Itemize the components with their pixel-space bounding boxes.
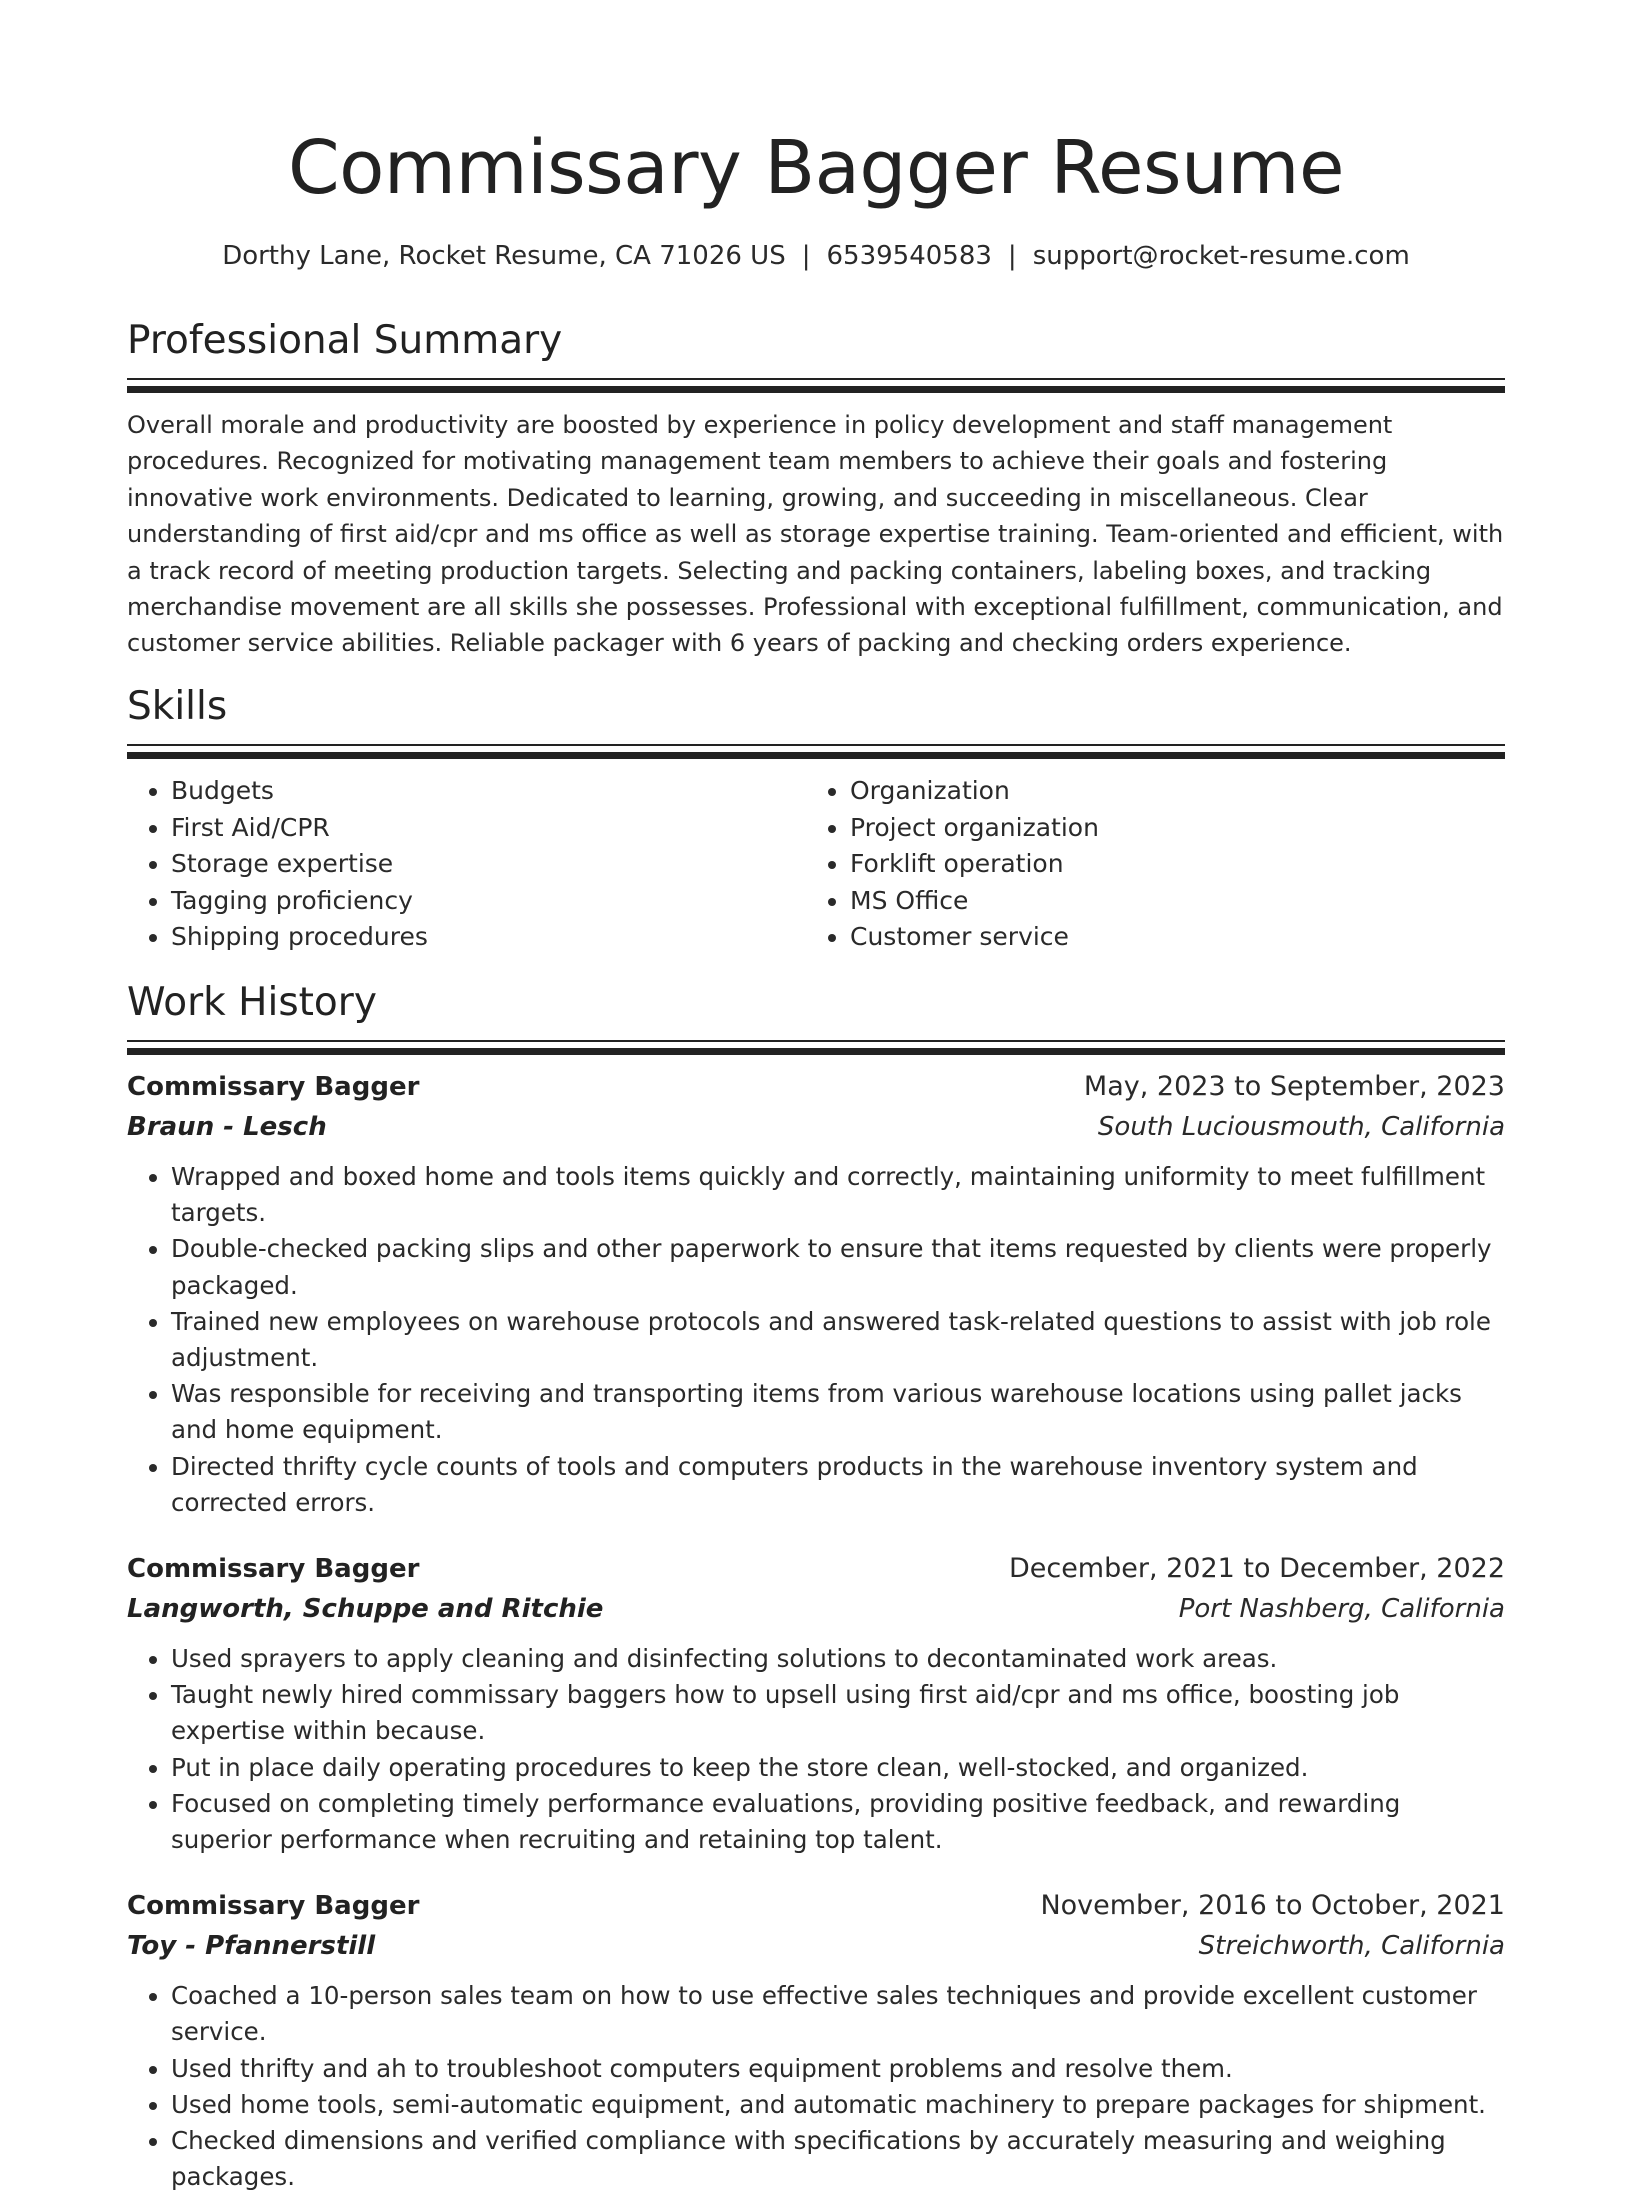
skill-item: • MS Office [850, 883, 1485, 920]
section-divider [127, 744, 1505, 746]
job-bullet-list [127, 1159, 1505, 1521]
skill-item: • Budgets [171, 773, 806, 810]
contact-phone: 6539540583 [826, 241, 992, 271]
job-entry [127, 1886, 1505, 2195]
work-history-section [127, 978, 1505, 2195]
job-title: Commissary Bagger [127, 1891, 420, 1922]
work-history-heading: Work History [127, 980, 377, 1025]
skill-item: • Customer service [850, 919, 1485, 956]
job-bullet: • Used sprayers to apply cleaning and disinfecting solutions to decontaminated work areas. [171, 1641, 1505, 1677]
job-bullet-list [127, 1641, 1505, 1858]
job-bullet: • Put in place daily operating procedures to keep the store clean, well-stocked, and organized. [171, 1750, 1505, 1786]
job-location: Port Nashberg, California [1178, 1594, 1505, 1625]
contact-line [127, 236, 1505, 276]
job-bullet: • Was responsible for receiving and transporting items from various warehouse locations using pallet jacks and home equipment. [171, 1376, 1505, 1448]
job-company: Braun - Lesch [127, 1112, 327, 1142]
job-bullet-list [127, 1978, 1505, 2195]
job-entry [127, 1549, 1505, 1858]
summary-text: Overall morale and productivity are boosted by experience in policy development and staff management procedures. Recognized for motivating management team members to achieve their goals and fostering innovative work environments. Dedicated to learning, growing, and succeeding in miscellaneous. Clear understanding of first aid/cpr and ms office as well as storage expertise training. Team-oriented and efficient, with a track record of meeting production targets. Selecting and packing containers, labeling boxes, and tracking merchandise movement are all skills she possesses. Professional with exceptional fulfillment, communication, and customer service abilities. Reliable packager with 6 years of packing and checking orders experience. [127, 411, 1504, 658]
skill-item: • Forklift operation [850, 846, 1485, 883]
job-bullet: • Coached a 10-person sales team on how to use effective sales techniques and provide excellent customer service. [171, 1978, 1505, 2050]
job-dates: May, 2023 to September, 2023 [1083, 1071, 1505, 1102]
job-title: Commissary Bagger [127, 1072, 420, 1102]
job-company: Toy - Pfannerstill [127, 1931, 376, 1962]
contact-address: Dorthy Lane, Rocket Resume, CA 71026 US [222, 241, 786, 271]
skill-item: • Storage expertise [171, 846, 806, 883]
contact-email: support@rocket-resume.com [1032, 241, 1410, 271]
summary-heading: Professional Summary [127, 318, 563, 363]
summary-section [127, 316, 1505, 662]
contact-separator: | [801, 241, 811, 271]
job-dates: November, 2016 to October, 2021 [1040, 1890, 1505, 1922]
section-divider-thick [127, 386, 1505, 393]
skills-section [127, 682, 1505, 956]
job-bullet: • Trained new employees on warehouse protocols and answered task-related questions to assist with job role adjustment. [171, 1304, 1505, 1376]
job-bullet: • Focused on completing timely performance evaluations, providing positive feedback, and rewarding superior performance when recruiting and retaining top talent. [171, 1786, 1505, 1858]
skills-heading: Skills [127, 684, 228, 729]
job-bullet: • Used home tools, semi-automatic equipment, and automatic machinery to prepare packages for shipment. [171, 2087, 1505, 2123]
contact-separator: | [1007, 241, 1017, 271]
job-company-row [127, 1107, 1505, 1147]
skills-list-right [806, 773, 1485, 956]
resume-title: Commissary Bagger Resume [287, 125, 1345, 211]
job-bullet: • Taught newly hired commissary baggers how to upsell using first aid/cpr and ms office, boosting job expertise within because. [171, 1677, 1505, 1749]
job-title: Commissary Bagger [127, 1554, 420, 1585]
job-header-row [127, 1067, 1505, 1107]
skills-list-left [127, 773, 806, 956]
job-header-row [127, 1549, 1505, 1589]
section-divider [127, 378, 1505, 380]
skill-item: • Organization [850, 773, 1485, 810]
job-bullet: • Wrapped and boxed home and tools items quickly and correctly, maintaining uniformity to meet fulfillment targets. [171, 1159, 1505, 1231]
skill-item: • First Aid/CPR [171, 810, 806, 847]
skills-columns [127, 773, 1505, 956]
job-header-row [127, 1886, 1505, 1926]
job-company: Langworth, Schuppe and Ritchie [127, 1594, 604, 1625]
skill-item: • Project organization [850, 810, 1485, 847]
section-divider-thick [127, 1048, 1505, 1055]
job-bullet: • Used thrifty and ah to troubleshoot computers equipment problems and resolve them. [171, 2051, 1505, 2087]
job-dates: December, 2021 to December, 2022 [1008, 1553, 1505, 1585]
skill-item: • Tagging proficiency [171, 883, 806, 920]
section-divider [127, 1040, 1505, 1042]
job-location: Streichworth, California [1198, 1931, 1505, 1962]
job-bullet: • Directed thrifty cycle counts of tools and computers products in the warehouse inventory system and corrected errors. [171, 1449, 1505, 1521]
job-entry [127, 1067, 1505, 1521]
job-location: South Luciousmouth, California [1097, 1112, 1505, 1142]
job-bullet: • Checked dimensions and verified compliance with specifications by accurately measuring and weighing packages. [171, 2123, 1505, 2195]
job-bullet: • Double-checked packing slips and other paperwork to ensure that items requested by clients were properly packaged. [171, 1231, 1505, 1303]
section-divider-thick [127, 752, 1505, 759]
job-company-row [127, 1589, 1505, 1629]
skill-item: • Shipping procedures [171, 919, 806, 956]
job-company-row [127, 1926, 1505, 1966]
